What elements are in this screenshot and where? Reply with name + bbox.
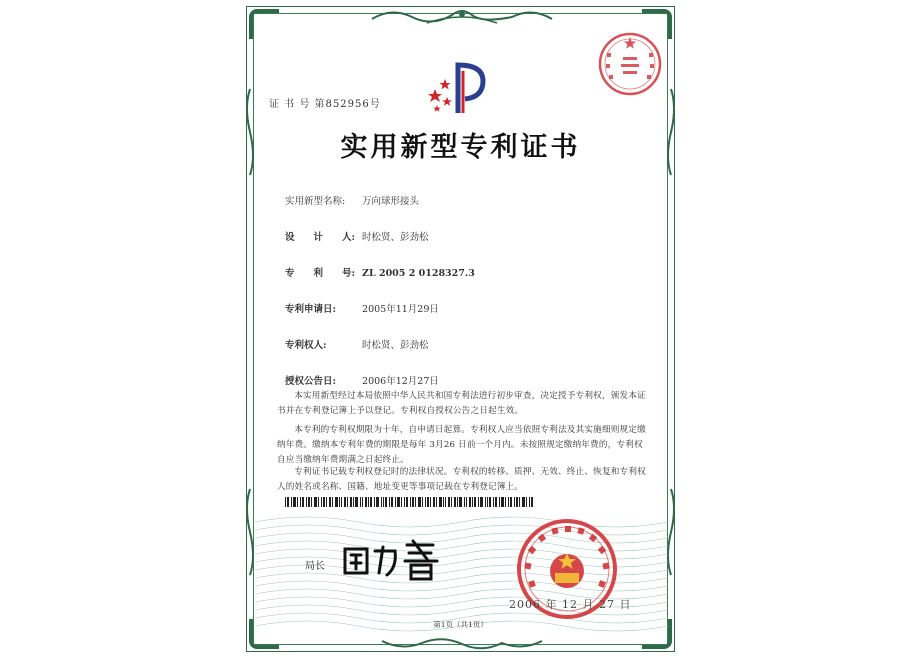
barcode-bar [433, 497, 435, 507]
barcode-bar [287, 497, 289, 507]
barcode-bar [368, 497, 369, 507]
barcode-bar [516, 497, 518, 507]
barcode-bar [480, 497, 483, 507]
barcode-bar [454, 497, 456, 507]
red-stars-icon [428, 79, 452, 112]
field-value: 时松贤、彭劲松 [362, 232, 429, 243]
body-paragraph: 本实用新型经过本局依照中华人民共和国专利法进行初步审查，决定授予专利权，颁发本证书并在专利登记簿上予以登记。专利权自授权公告之日起生效。 [277, 391, 646, 416]
barcode-bar [362, 497, 363, 507]
field-label: 专利权人: [285, 340, 327, 351]
barcode-bar [418, 497, 421, 507]
barcode-bar [347, 497, 348, 507]
barcode-bar [531, 497, 533, 507]
barcode-bar [443, 497, 444, 507]
field-value: 万向球形接头 [362, 196, 420, 207]
barcode-bar [395, 497, 396, 507]
barcode-bar [459, 497, 462, 507]
barcode-bar [311, 497, 312, 507]
field-label: 专 利 号: [285, 268, 356, 279]
field-grant-date [285, 373, 439, 387]
barcode-bar [306, 497, 307, 507]
barcode-bar [489, 497, 491, 507]
top-scroll-ornament-icon [367, 5, 557, 27]
director-signature-icon [337, 537, 447, 583]
barcode-bar [457, 497, 458, 507]
barcode-bar [353, 497, 354, 507]
barcode-bar [339, 497, 340, 507]
barcode-bar [466, 497, 467, 507]
field-designer [285, 229, 429, 243]
barcode-icon [285, 497, 535, 507]
barcode-bar [501, 497, 504, 507]
barcode-bar [526, 497, 527, 507]
barcode-bar [326, 497, 327, 507]
barcode-bar [522, 497, 525, 507]
barcode-bar [464, 497, 465, 507]
barcode-bar [285, 497, 286, 507]
barcode-bar [365, 497, 367, 507]
field-value: 2006年12月27日 [362, 376, 439, 387]
barcode-bar [321, 497, 322, 507]
barcode-bar [436, 497, 437, 507]
field-label: 实用新型名称: [285, 196, 346, 207]
barcode-bar [391, 497, 393, 507]
field-patentee [285, 337, 429, 351]
issue-date: 2006 年 12 月 27 日 [509, 598, 632, 611]
barcode-bar [383, 497, 384, 507]
barcode-bar [318, 497, 319, 507]
barcode-bar [374, 497, 375, 507]
barcode-bar [510, 497, 512, 507]
field-patent-number [285, 265, 475, 279]
barcode-bar [412, 497, 414, 507]
barcode-bar [529, 497, 530, 507]
barcode-bar [344, 497, 346, 507]
barcode-bar [415, 497, 416, 507]
barcode-bar [314, 497, 317, 507]
barcode-bar [332, 497, 333, 507]
barcode-bar [355, 497, 358, 507]
barcode-bar [329, 497, 331, 507]
barcode-bar [469, 497, 471, 507]
certificate-title: 实用新型专利证书 [340, 132, 581, 163]
barcode-bar [439, 497, 442, 507]
field-application-date [285, 301, 439, 315]
barcode-bar [397, 497, 400, 507]
barcode-bar [519, 497, 520, 507]
barcode-bar [445, 497, 446, 507]
field-label: 授权公告日: [285, 376, 337, 387]
field-value: ZL 2005 2 0128327.3 [362, 268, 475, 279]
barcode-bar [448, 497, 450, 507]
body-paragraph: 本专利的专利权期限为十年，自申请日起算。专利权人应当依照专利法及其实施细则规定缴纳年费。缴纳本专利年费的期限是每年 3月26 日前一个月内。未按照规定缴纳年费的，专利权自应当缴纳年费期满之日起终止。 [277, 425, 646, 465]
barcode-bar [323, 497, 325, 507]
barcode-bar [350, 497, 352, 507]
barcode-bar [425, 497, 426, 507]
patent-agency-seal-icon [597, 31, 663, 97]
barcode-bar [410, 497, 411, 507]
field-value: 时松贤、彭劲松 [362, 340, 429, 351]
barcode-bar [474, 497, 476, 507]
barcode-bar [381, 497, 382, 507]
barcode-bar [472, 497, 473, 507]
barcode-bar [485, 497, 486, 507]
barcode-bar [360, 497, 361, 507]
barcode-bar [508, 497, 509, 507]
certificate-number: 证 书 号 第852956号 [269, 99, 381, 110]
barcode-bar [422, 497, 423, 507]
barcode-bar [385, 497, 387, 507]
barcode-bar [493, 497, 494, 507]
barcode-bar [514, 497, 515, 507]
sipo-logo-icon [425, 59, 495, 115]
barcode-bar [505, 497, 506, 507]
barcode-bar [430, 497, 431, 507]
field-utility-model-name [285, 193, 419, 207]
barcode-bar [478, 497, 479, 507]
barcode-bar [487, 497, 488, 507]
director-label: 局长 [305, 561, 325, 572]
barcode-bar [404, 497, 405, 507]
barcode-bar [406, 497, 408, 507]
barcode-bar [300, 497, 301, 507]
barcode-bar [389, 497, 390, 507]
body-paragraph: 专利证书记载专利权登记时的法律状况。专利权的转移、质押、无效、终止、恢复和专利权人的姓名或名称、国籍、地址变更等事项记载在专利登记簿上。 [277, 467, 646, 492]
field-label: 设 计 人: [285, 232, 356, 243]
barcode-bar [297, 497, 298, 507]
barcode-bar [499, 497, 500, 507]
page-indicator: 第1页（共1页） [433, 620, 488, 629]
barcode-bar [376, 497, 379, 507]
barcode-bar [427, 497, 429, 507]
field-value: 2005年11月29日 [362, 304, 439, 315]
barcode-bar [291, 497, 292, 507]
patent-certificate [246, 6, 675, 652]
barcode-bar [401, 497, 402, 507]
barcode-bar [370, 497, 372, 507]
barcode-bar [335, 497, 338, 507]
barcode-bar [341, 497, 342, 507]
barcode-bar [302, 497, 304, 507]
barcode-bar [308, 497, 310, 507]
frame-corner-ornament [249, 9, 279, 39]
barcode-bar [495, 497, 497, 507]
barcode-bar [293, 497, 296, 507]
barcode-bar [451, 497, 452, 507]
field-label: 专利申请日: [285, 304, 337, 315]
